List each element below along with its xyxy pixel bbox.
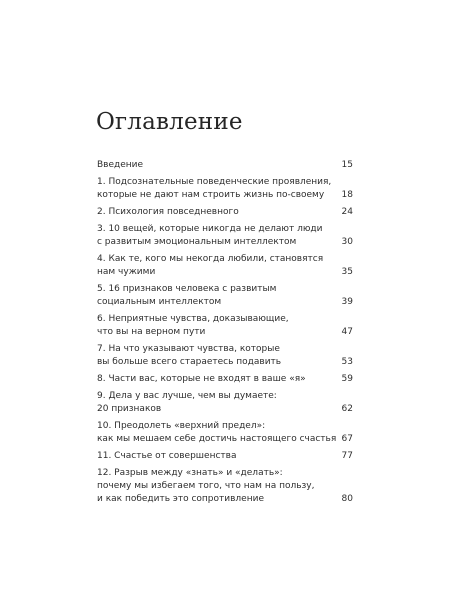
toc-entry <box>97 253 353 279</box>
toc-entry <box>97 313 353 339</box>
toc-entry <box>97 343 353 369</box>
toc-entry <box>97 390 353 416</box>
toc-page-number: 59 <box>341 374 353 384</box>
toc-page-number: 35 <box>341 267 353 277</box>
toc-page-number: 18 <box>341 190 353 200</box>
toc-entry-text: вы больше всего стараетесь подавить <box>97 357 282 367</box>
toc-entry <box>97 420 353 446</box>
toc-entry-text: 2. Психология повседневного <box>97 207 239 217</box>
toc-entry <box>97 283 353 309</box>
page-title: Оглавление <box>96 109 243 135</box>
toc-entry <box>97 159 353 172</box>
toc-page-number: 62 <box>341 404 353 414</box>
toc-entry <box>97 373 353 386</box>
toc-page-number: 39 <box>341 297 353 307</box>
toc-page-number: 47 <box>341 327 353 337</box>
toc-entry-text: 6. Неприятные чувства, доказывающие, <box>97 314 289 324</box>
toc-page-number: 24 <box>341 207 353 217</box>
toc-entry-text: социальным интеллектом <box>97 297 222 307</box>
toc-entry-text: 7. На что указывают чувства, которые <box>97 344 280 354</box>
toc-entry-text: 4. Как те, кого мы некогда любили, становятся <box>97 254 324 264</box>
toc-entry-text: 8. Части вас, которые не входят в ваше «я» <box>97 374 306 384</box>
toc-page-number: 67 <box>341 434 353 444</box>
toc-page-number: 30 <box>341 237 353 247</box>
toc-entry-text: 1. Подсознательные поведенческие проявления, <box>97 177 332 187</box>
toc-page-number: 77 <box>341 451 353 461</box>
toc-entry <box>97 450 353 463</box>
toc-page-number: 53 <box>341 357 353 367</box>
toc-page-number: 15 <box>341 160 353 170</box>
toc-entry-text: которые не дают нам строить жизнь по-своему <box>97 190 325 200</box>
toc-entry-text: Введение <box>97 160 144 170</box>
toc-entry-text: 12. Разрыв между «знать» и «делать»: <box>97 468 283 478</box>
toc-entry <box>97 176 353 202</box>
toc-entry-text: 5. 16 признаков человека с развитым <box>97 284 277 294</box>
toc-entry-text: почему мы избегаем того, что нам на пользу, <box>97 481 315 491</box>
toc-entry-text: нам чужими <box>97 267 156 277</box>
toc-entry-text: 9. Дела у вас лучше, чем вы думаете: <box>97 391 277 401</box>
toc-entry <box>97 206 353 219</box>
toc-entry <box>97 223 353 249</box>
toc-entry-text: 20 признаков <box>97 404 162 414</box>
toc-entry-text: что вы на верном пути <box>97 327 206 337</box>
toc-entry-text: 10. Преодолеть «верхний предел»: <box>97 421 266 431</box>
toc-entry-text: как мы мешаем себе достичь настоящего счастья <box>97 434 337 444</box>
toc-entry-text: с развитым эмоциональным интеллектом <box>97 237 297 247</box>
table-of-contents <box>97 159 353 506</box>
toc-page-number: 80 <box>341 494 353 504</box>
toc-entry-text: 11. Счастье от совершенства <box>97 451 237 461</box>
toc-entry-text: 3. 10 вещей, которые никогда не делают люди <box>97 224 323 234</box>
toc-entry <box>97 467 353 506</box>
toc-entry-text: и как победить это сопротивление <box>97 494 264 504</box>
